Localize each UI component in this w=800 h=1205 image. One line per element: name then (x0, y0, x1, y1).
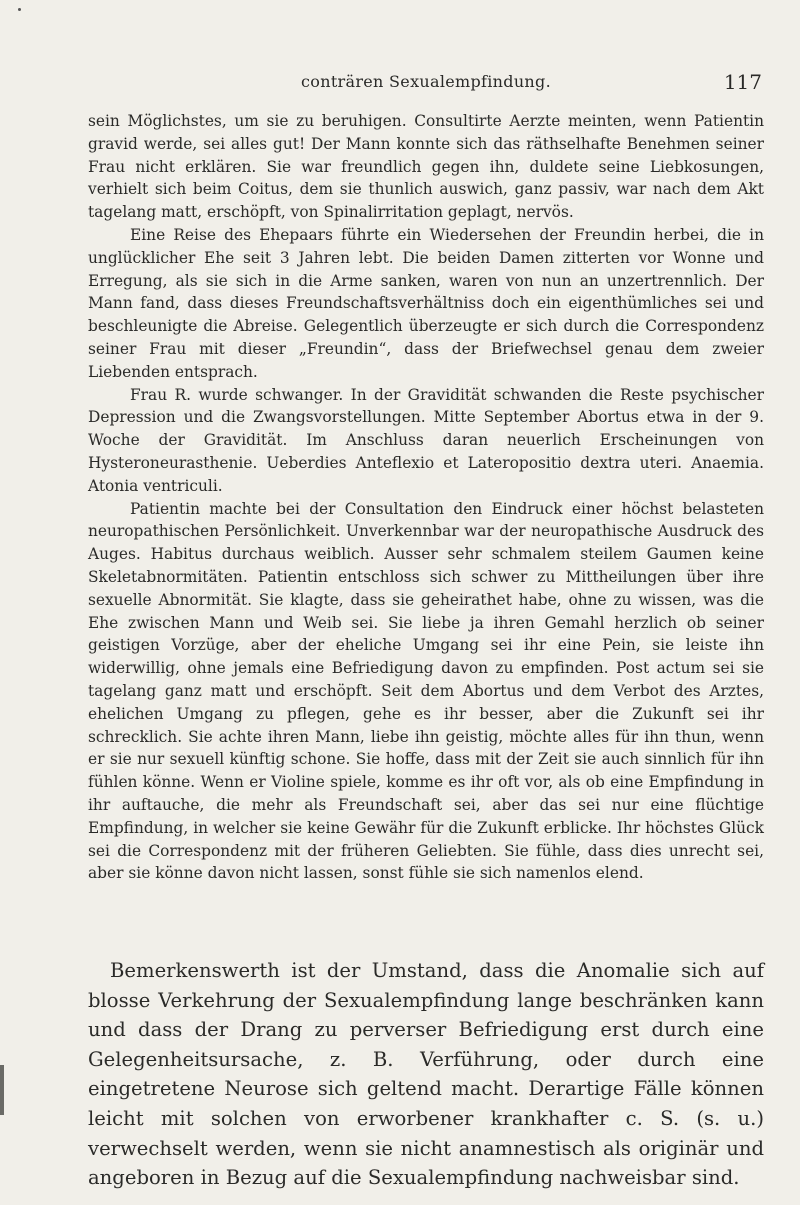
commentary-text (88, 956, 764, 1193)
closing-paragraph: Bemerkenswerth ist der Umstand, dass die Anomalie sich auf blosse Verkehrung der Sexualempfindung lange beschränken kann und dass der Drang zu perverser Befriedigung erst durch eine Gelegenheitsursache, z. B. Verführung, oder durch eine eingetretene Neurose sich geltend macht. Derartige Fälle können leicht mit solchen von erworbener krankhafter c. S. (s. u.) verwechselt werden, wenn sie nicht anamnestisch als originär und angeboren in Bezug auf die Sexualempfindung nachweisbar sind. (88, 959, 764, 1190)
page-edge-mark (0, 1065, 4, 1115)
running-head (90, 70, 762, 98)
print-speck (18, 8, 21, 11)
running-title: conträren Sexualempfindung. (301, 72, 551, 91)
case-paragraph-2: Eine Reise des Ehepaars führte ein Wiedersehen der Freundin herbei, die in unglücklicher Ehe seit 3 Jahren lebt. Die beiden Damen zitterten vor Wonne und Erregung, als sie sich in die Arme sanken, waren von nun an unzertrennlich. Der Mann fand, dass dieses Freundschaftsverhältniss doch ein eigenthümliches sei und beschleunigte die Abreise. Gelegentlich überzeugte er sich durch die Correspondenz seiner Frau mit dieser „Freundin“, dass der Briefwechsel genau dem zweier Liebenden entsprach. (88, 225, 764, 381)
page-number: 117 (723, 70, 762, 94)
case-paragraph-4: Patientin machte bei der Consultation den Eindruck einer höchst belasteten neuropathischen Persönlichkeit. Unverkennbar war der neuropathische Ausdruck des Auges. Habitus durchaus weiblich. Ausser sehr schmalem steilem Gaumen keine Skeletabnormitäten. Patientin entschloss sich schwer zu Mittheilungen über ihre sexuelle Abnormität. Sie klagte, dass sie geheirathet habe, ohne zu wissen, was die Ehe zwischen Mann und Weib sei. Sie liebe ja ihren Gemahl herzlich ob seiner geistigen Vorzüge, aber der eheliche Umgang sei ihr eine Pein, sie leiste ihn widerwillig, ohne jemals eine Befriedigung davon zu empfinden. Post actum sei sie tagelang ganz matt und erschöpft. Seit dem Abortus und dem Verbot des Arztes, ehelichen Umgang zu pflegen, gehe es ihr besser, aber die Zukunft sei ihr schrecklich. Sie achte ihren Mann, liebe ihn geistig, möchte alles für ihn thun, wenn er sie nur sexuell künftig schone. Sie hoffe, dass mit der Zeit sie auch sinnlich für ihn fühlen könne. Wenn er Violine spiele, komme es ihr oft vor, als ob eine Empfindung in ihr auftauche, die mehr als Freundschaft sei, aber das sei nur eine flüchtige Empfindung, in welcher sie keine Gewähr für die Zukunft erblicke. Ihr höchstes Glück sei die Correspondenz mit der früheren Geliebten. Sie fühle, dass dies unrecht sei, aber sie könne davon nicht lassen, sonst fühle sie sich namenlos elend. (88, 499, 764, 883)
case-paragraph-3: Frau R. wurde schwanger. In der Gravidität schwanden die Reste psychischer Depression und die Zwangsvorstellungen. Mitte September Abortus etwa in der 9. Woche der Gravidität. Im Anschluss daran neuerlich Erscheinungen von Hysteroneurasthenie. Ueberdies Anteflexio et Lateropositio dextra uteri. Anaemia. Atonia ventriculi. (88, 385, 764, 495)
case-report-text (88, 110, 764, 885)
case-paragraph-1: sein Möglichstes, um sie zu beruhigen. Consultirte Aerzte meinten, wenn Patientin gravid werde, sei alles gut! Der Mann konnte sich das räthselhafte Benehmen seiner Frau nicht erklären. Sie war freundlich gegen ihn, duldete seine Liebkosungen, verhielt sich beim Coitus, dem sie thunlich auswich, ganz passiv, war nach dem Akt tagelang matt, erschöpft, von Spinalirritation geplagt, nervös. (88, 112, 764, 222)
